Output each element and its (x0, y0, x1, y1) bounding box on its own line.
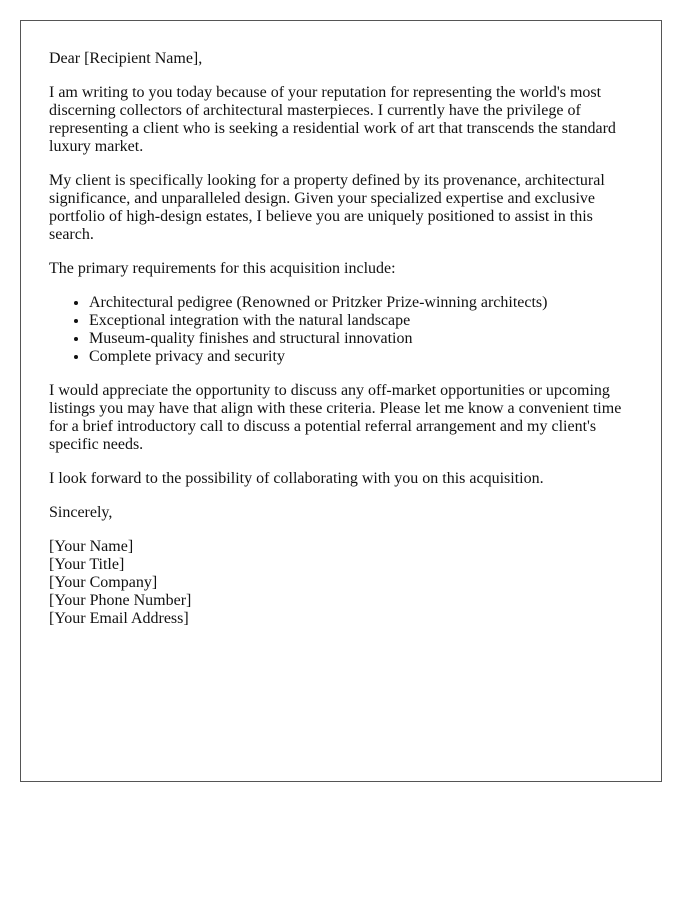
list-item: • Exceptional integration with the natural landscape (89, 312, 633, 330)
signature-block (49, 538, 633, 628)
list-item: • Complete privacy and security (89, 348, 633, 366)
signature-name: [Your Name] (49, 538, 134, 555)
letter-container (20, 20, 662, 782)
list-item: • Architectural pedigree (Renowned or Pritzker Prize-winning architects) (89, 294, 633, 312)
client-paragraph: My client is specifically looking for a property defined by its provenance, architectural significance, and unparalleled design. Given your specialized expertise and exclusive portfolio of high-design estates, I believe you are uniquely positioned to assist in this search. (49, 172, 605, 243)
list-item: • Museum-quality finishes and structural innovation (89, 330, 633, 348)
closing-paragraph: I look forward to the possibility of collaborating with you on this acquisition. (49, 470, 544, 487)
letter-body (21, 21, 661, 628)
signature-title: [Your Title] (49, 556, 125, 573)
sign-off: Sincerely, (49, 504, 113, 521)
intro-paragraph: I am writing to you today because of your reputation for representing the world's most discerning collectors of architectural masterpieces. I currently have the privilege of representing a client who is seeking a residential work of art that transcends the standard luxury market. (49, 84, 616, 155)
requirements-list (49, 294, 633, 366)
salutation: Dear [Recipient Name], (49, 50, 203, 67)
signature-email: [Your Email Address] (49, 610, 189, 627)
requirements-intro: The primary requirements for this acquisition include: (49, 260, 396, 277)
signature-phone: [Your Phone Number] (49, 592, 192, 609)
signature-company: [Your Company] (49, 574, 158, 591)
request-paragraph: I would appreciate the opportunity to discuss any off-market opportunities or upcoming listings you may have that align with these criteria. Please let me know a convenient time for a brief introductory call to discuss a potential referral arrangement and my client's specific needs. (49, 382, 622, 453)
